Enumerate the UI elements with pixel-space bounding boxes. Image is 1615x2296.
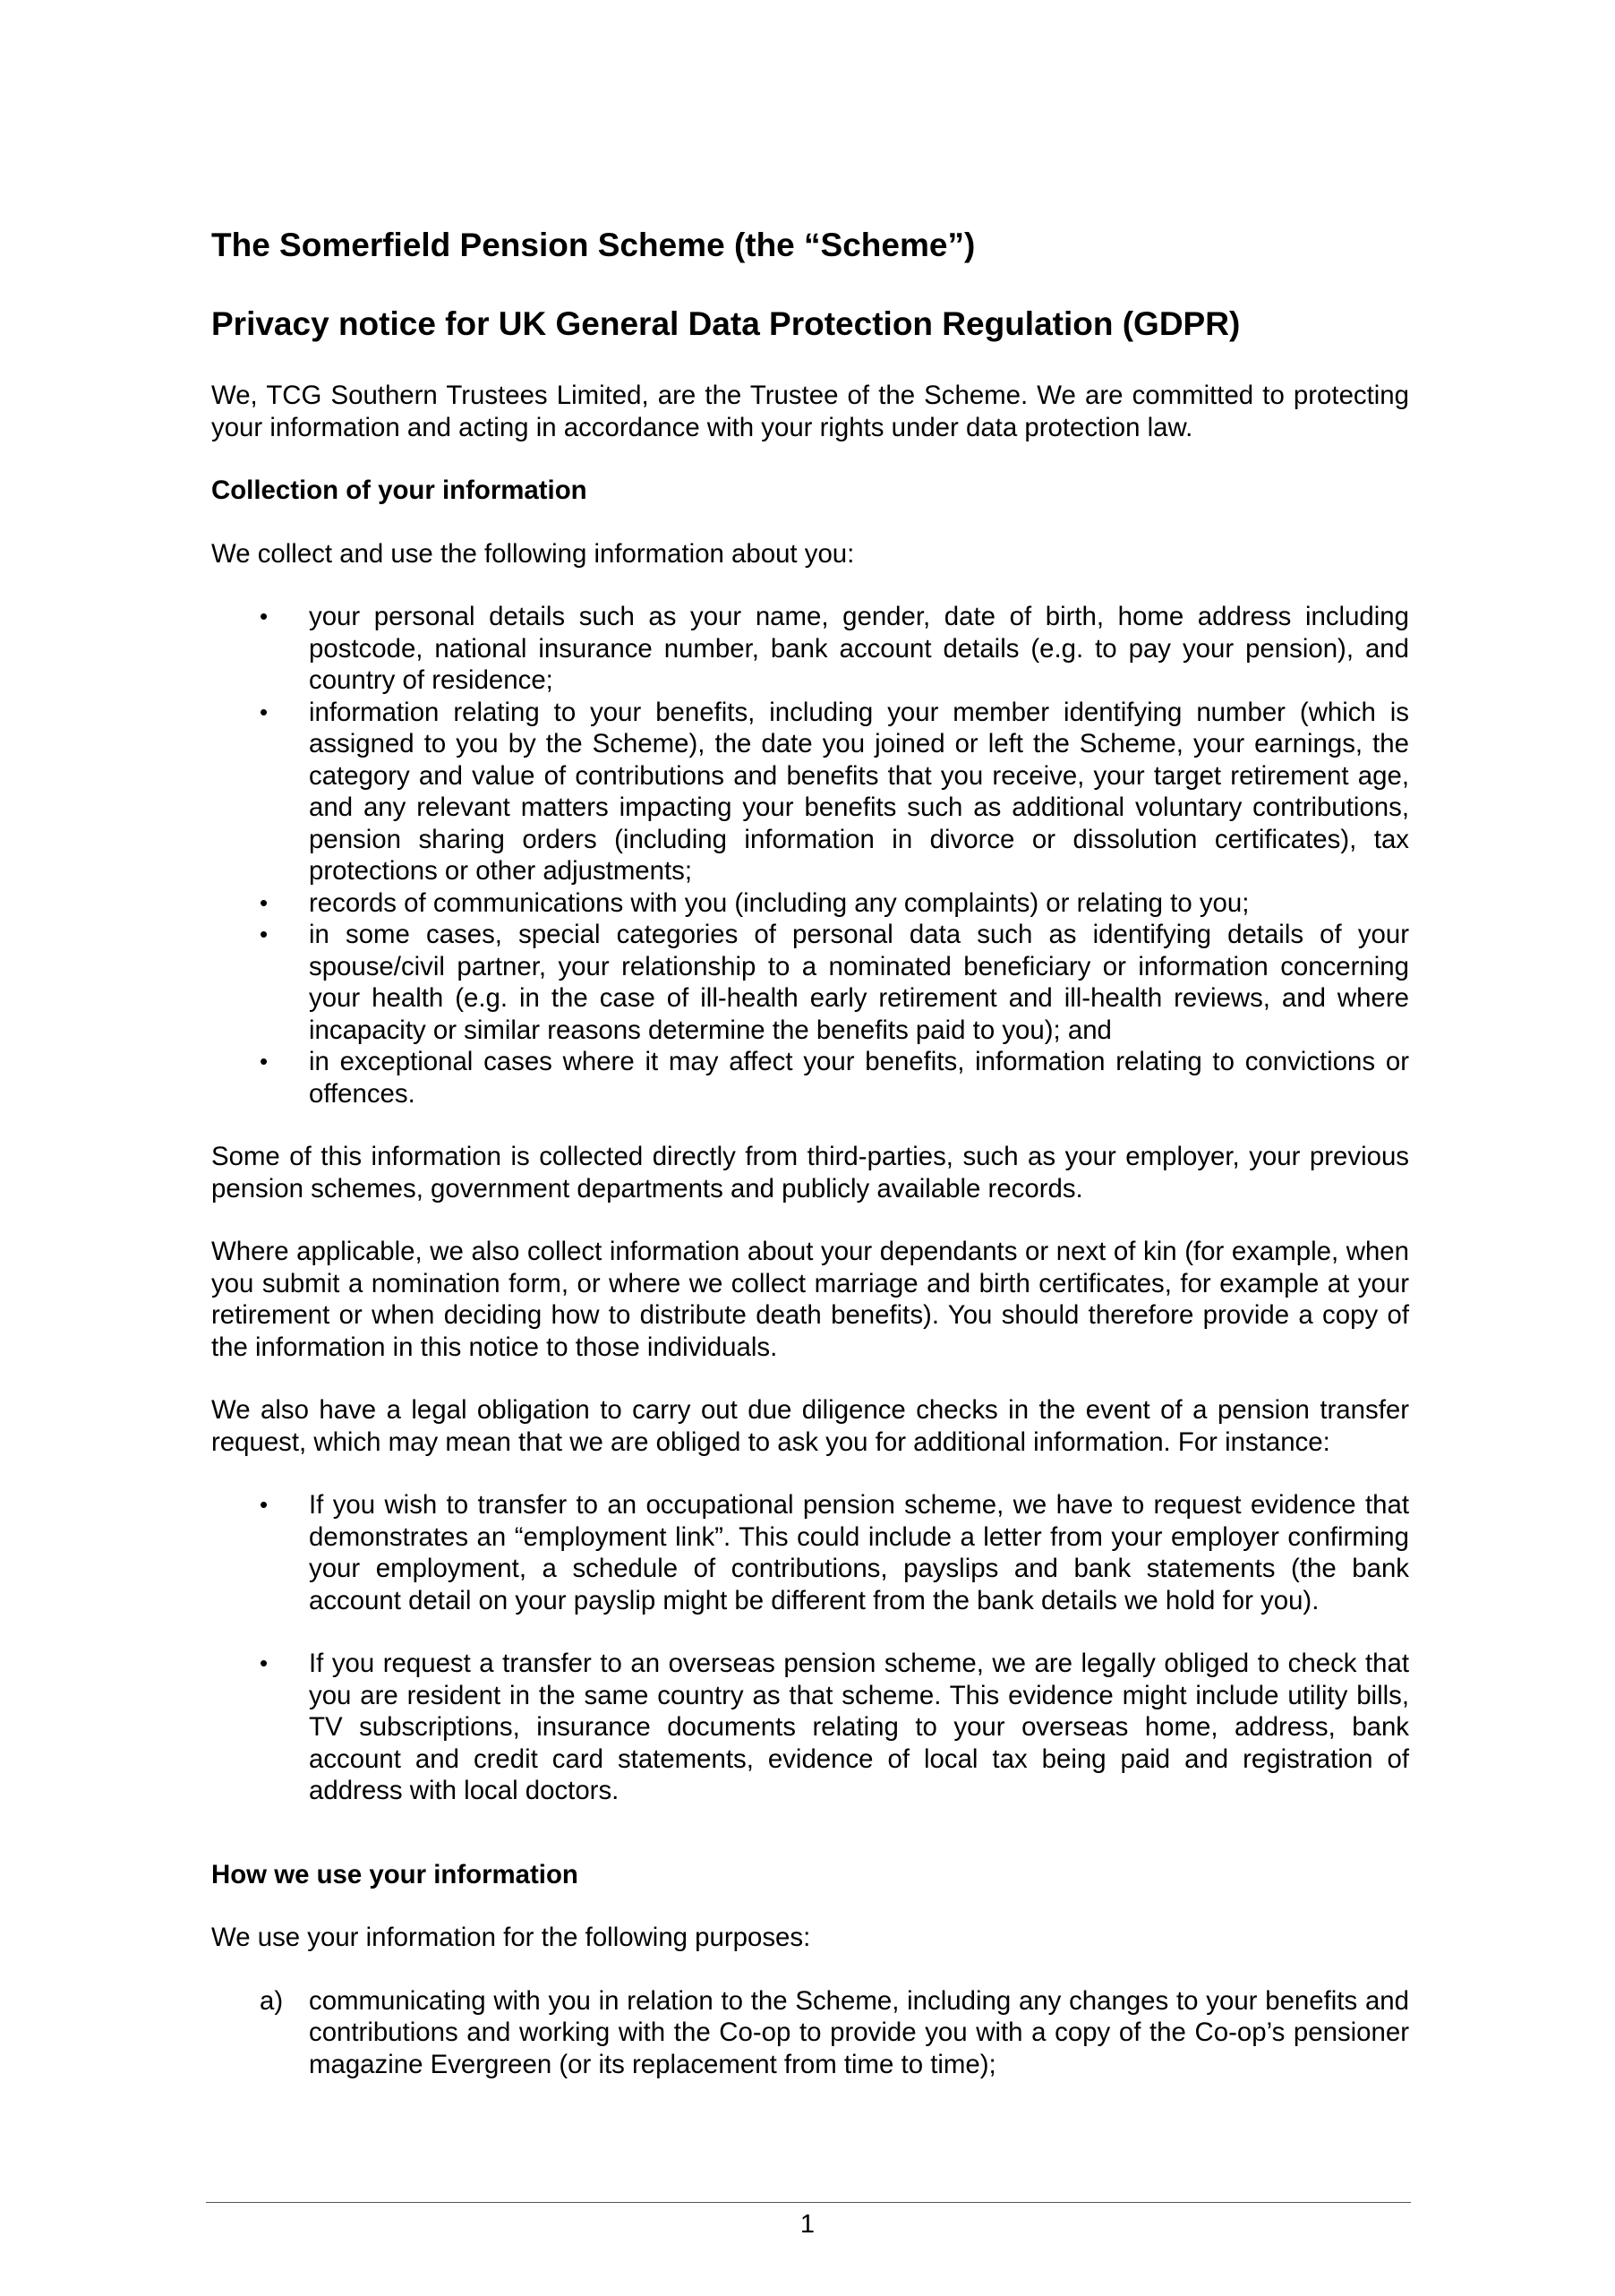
list-marker: a) <box>260 1985 284 2016</box>
transfer-list <box>211 1489 1409 1807</box>
document-body <box>211 226 1409 2080</box>
bullet-icon: • <box>260 1048 269 1075</box>
list-item-text: records of communications with you (including any complaints) or relating to you; <box>309 887 1250 918</box>
list-item <box>211 919 1409 1046</box>
bullet-icon: • <box>260 1491 269 1518</box>
bullet-icon: • <box>260 888 269 916</box>
collection-heading: Collection of your information <box>211 475 587 505</box>
bullet-icon: • <box>260 921 269 947</box>
list-item <box>211 1046 1409 1109</box>
footer-divider <box>206 2202 1411 2203</box>
list-item <box>211 1489 1409 1616</box>
collection-list <box>211 601 1409 1109</box>
list-item <box>211 697 1409 887</box>
third-parties-paragraph: Some of this information is collected directly from third-parties, such as your employer, your previous pension schemes, government departments and publicly available records. <box>211 1142 1409 1204</box>
due-diligence-paragraph: We also have a legal obligation to carry out due diligence checks in the event of a pension transfer request, which may mean that we are obliged to ask you for additional information. For instance: <box>211 1395 1409 1457</box>
list-item <box>211 1985 1409 2081</box>
usage-heading: How we use your information <box>211 1859 578 1889</box>
bullet-icon: • <box>260 1649 269 1676</box>
document-title: The Somerfield Pension Scheme (the “Scheme”) <box>211 227 976 263</box>
list-item <box>211 887 1409 920</box>
list-item-text: communicating with you in relation to the Scheme, including any changes to your benefits and contributions and working with the Co-op to provide you with a copy of the Co-op’s pensioner magazine Evergreen (or its replacement from time to time); <box>309 1985 1409 2079</box>
list-item <box>211 601 1409 697</box>
list-item-text: your personal details such as your name, gender, date of birth, home address including postcode, national insurance number, bank account details (e.g. to pay your pension), and country of residence; <box>309 602 1409 695</box>
intro-paragraph: We, TCG Southern Trustees Limited, are the Trustee of the Scheme. We are committed to protecting your information and acting in accordance with your rights under data protection law. <box>211 381 1409 442</box>
list-item-text: in exceptional cases where it may affect your benefits, information relating to convictions or offences. <box>309 1047 1409 1109</box>
bullet-icon: • <box>260 698 269 725</box>
list-item <box>211 1648 1409 1807</box>
dependants-paragraph: Where applicable, we also collect information about your dependants or next of kin (for example, when you submit a nomination form, or where we collect marriage and birth certificates, for example at your retirement or when deciding how to distribute death benefits). You should therefore provide a copy of the information in this notice to those individuals. <box>211 1237 1409 1362</box>
bullet-icon: • <box>260 603 269 630</box>
collection-lead: We collect and use the following information about you: <box>211 538 855 569</box>
document-subtitle: Privacy notice for UK General Data Protection Regulation (GDPR) <box>211 305 1241 342</box>
page-number: 1 <box>799 2210 816 2239</box>
list-item-text: in some cases, special categories of personal data such as identifying details of your spouse/civil partner, your relationship to a nominated beneficiary or information concerning your health (e.g. in the case of ill-health early retirement and ill-health reviews, and where incapacity or similar reasons determine the benefits paid to you); and <box>309 920 1409 1045</box>
list-item-text: information relating to your benefits, including your member identifying number (which is assigned to you by the Scheme), the date you joined or left the Scheme, your earnings, the category and value of contributions and benefits that you receive, your target retirement age, and any relevant matters impacting your benefits such as additional voluntary contributions, pension sharing orders (including information in divorce or dissolution certificates), tax protections or other adjustments; <box>309 697 1409 886</box>
list-item-text: If you request a transfer to an overseas pension scheme, we are legally obliged to check that you are resident in the same country as that scheme. This evidence might include utility bills, TV subscriptions, insurance documents relating to your overseas home, address, bank account and credit card statements, evidence of local tax being paid and registration of address with local doctors. <box>309 1649 1409 1805</box>
list-item-text: If you wish to transfer to an occupational pension scheme, we have to request evidence that demonstrates an “employment link”. This could include a letter from your employer confirming your employment, a schedule of contributions, payslips and bank statements (the bank account detail on your payslip might be different from the bank details we hold for you). <box>309 1490 1409 1615</box>
usage-list <box>211 1985 1409 2081</box>
usage-lead: We use your information for the following purposes: <box>211 1923 811 1952</box>
